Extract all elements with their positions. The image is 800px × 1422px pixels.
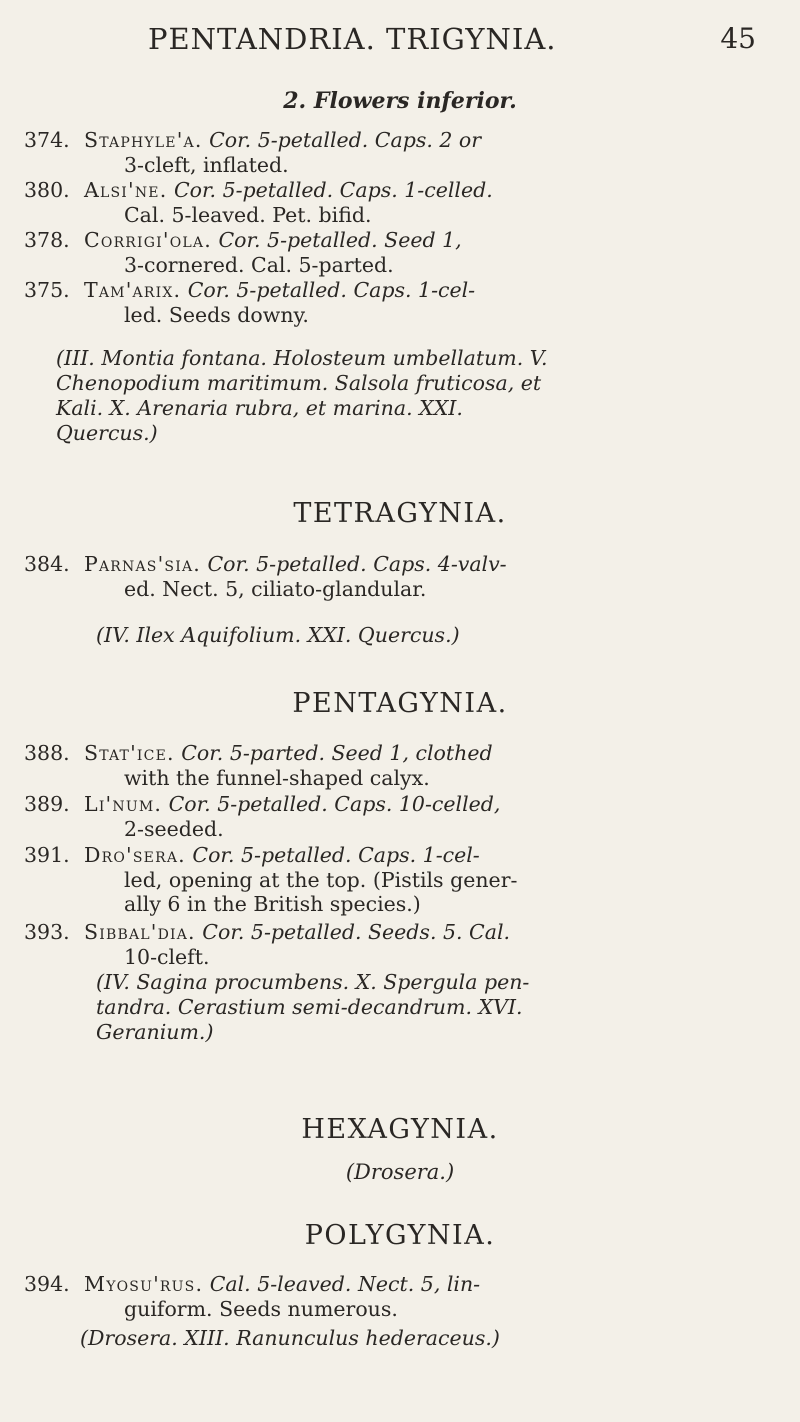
entry-number: 389. (24, 792, 70, 816)
note-line: Kali. X. Arenaria rubra, et marina. XXI. (56, 396, 463, 420)
genus-name: Myosu'rus. (84, 1272, 204, 1296)
genus-name: Corrigi'ola. (84, 228, 212, 252)
note-line: tandra. Cerastium semi-decandrum. XVI. (96, 995, 523, 1019)
section-heading-hexagynia: HEXAGYNIA. (301, 1114, 499, 1145)
entry-text: Cal. 5-leaved. Nect. 5, lin- (203, 1272, 481, 1296)
entry-number: 393. (24, 920, 70, 944)
entry-continuation: 2-seeded. (124, 816, 224, 841)
entry-continuation: ed. Nect. 5, ciliato-glandular. (124, 576, 427, 601)
entry-text: Cor. 5-petalled. Caps. 4-valv- (200, 552, 507, 576)
entry-continuation: Cal. 5-leaved. Pet. bifid. (124, 202, 372, 227)
genus-entry-statice (24, 741, 774, 790)
cross-reference-note-pentagynia (96, 970, 800, 1045)
genus-name: Stat'ice. (84, 741, 175, 765)
running-head: PENTANDRIA. TRIGYNIA. (148, 22, 557, 56)
entry-text: Cor. 5-petalled. Caps. 1-celled. (167, 178, 493, 202)
entry-text: Cor. 5-petalled. Caps. 2 or (202, 128, 482, 152)
genus-name: Dro'sera. (84, 843, 186, 867)
entry-number: 374. (24, 128, 70, 152)
genus-entry-corrigiola (24, 228, 774, 277)
entry-continuation: with the funnel-shaped calyx. (124, 765, 430, 790)
genus-entry-parnassia (24, 552, 774, 601)
entry-continuation: guiform. Seeds numerous. (124, 1296, 398, 1321)
entry-continuation: 10-cleft. (124, 944, 210, 969)
note-line: Geranium.) (96, 1020, 214, 1044)
entry-continuation: 3-cornered. Cal. 5-parted. (124, 252, 394, 277)
genus-name: Parnas'sia. (84, 552, 201, 576)
cross-reference-note-tetragynia: (IV. Ilex Aquifolium. XXI. Quercus.) (96, 623, 460, 647)
entry-text: Cor. 5-petalled. Seed 1, (211, 228, 462, 252)
cross-reference-note-polygynia: (Drosera. XIII. Ranunculus hederaceus.) (80, 1326, 500, 1350)
entry-number: 388. (24, 741, 70, 765)
entry-continuation: 3-cleft, inflated. (124, 152, 289, 177)
entry-text: Cor. 5-petalled. Caps. 1-cel- (185, 843, 480, 867)
genus-entry-tamarix (24, 278, 774, 327)
genus-entry-myosurus (24, 1272, 774, 1321)
entry-text: Cor. 5-petalled. Caps. 1-cel- (181, 278, 476, 302)
genus-entry-linum (24, 792, 774, 841)
section-heading-pentagynia: PENTAGYNIA. (292, 688, 508, 719)
genus-entry-drosera (24, 843, 774, 917)
genus-name: Tam'arix. (84, 278, 182, 302)
genus-name: Sibbal'dia. (84, 920, 196, 944)
cross-reference-note-hexagynia: (Drosera.) (345, 1160, 455, 1184)
note-line: Quercus.) (56, 421, 158, 445)
note-line: (IV. Sagina procumbens. X. Spergula pen- (96, 970, 530, 994)
note-line: Chenopodium maritimum. Salsola fruticosa, et (56, 371, 542, 395)
entry-continuation: ally 6 in the British species.) (124, 892, 421, 916)
section-heading-polygynia: POLYGYNIA. (304, 1220, 496, 1251)
entry-continuation: led. Seeds downy. (124, 302, 309, 327)
entry-number: 378. (24, 228, 70, 252)
entry-number: 391. (24, 843, 70, 867)
cross-reference-note-trigynia (56, 346, 776, 446)
entry-continuation: led, opening at the top. (Pistils gener- (124, 867, 518, 892)
section-heading-tetragynia: TETRAGYNIA. (293, 498, 507, 529)
entry-number: 380. (24, 178, 70, 202)
genus-entry-alsine (24, 178, 774, 227)
entry-number: 394. (24, 1272, 70, 1296)
genus-entry-staphylea (24, 128, 774, 177)
subheading-flowers-inferior: 2. Flowers inferior. (283, 88, 517, 114)
entry-number: 375. (24, 278, 70, 302)
note-line: (III. Montia fontana. Holosteum umbellatum. V. (56, 346, 548, 370)
entry-text: Cor. 5-parted. Seed 1, clothed (174, 741, 493, 765)
genus-name: Alsi'ne. (84, 178, 168, 202)
entry-number: 384. (24, 552, 70, 576)
genus-entry-sibbaldia (24, 920, 774, 969)
entry-text: Cor. 5-petalled. Caps. 10-celled, (162, 792, 501, 816)
genus-name: Staphyle'a. (84, 128, 203, 152)
page-number: 45 (720, 22, 756, 55)
entry-text: Cor. 5-petalled. Seeds. 5. Cal. (195, 920, 511, 944)
genus-name: Li'num. (84, 792, 163, 816)
